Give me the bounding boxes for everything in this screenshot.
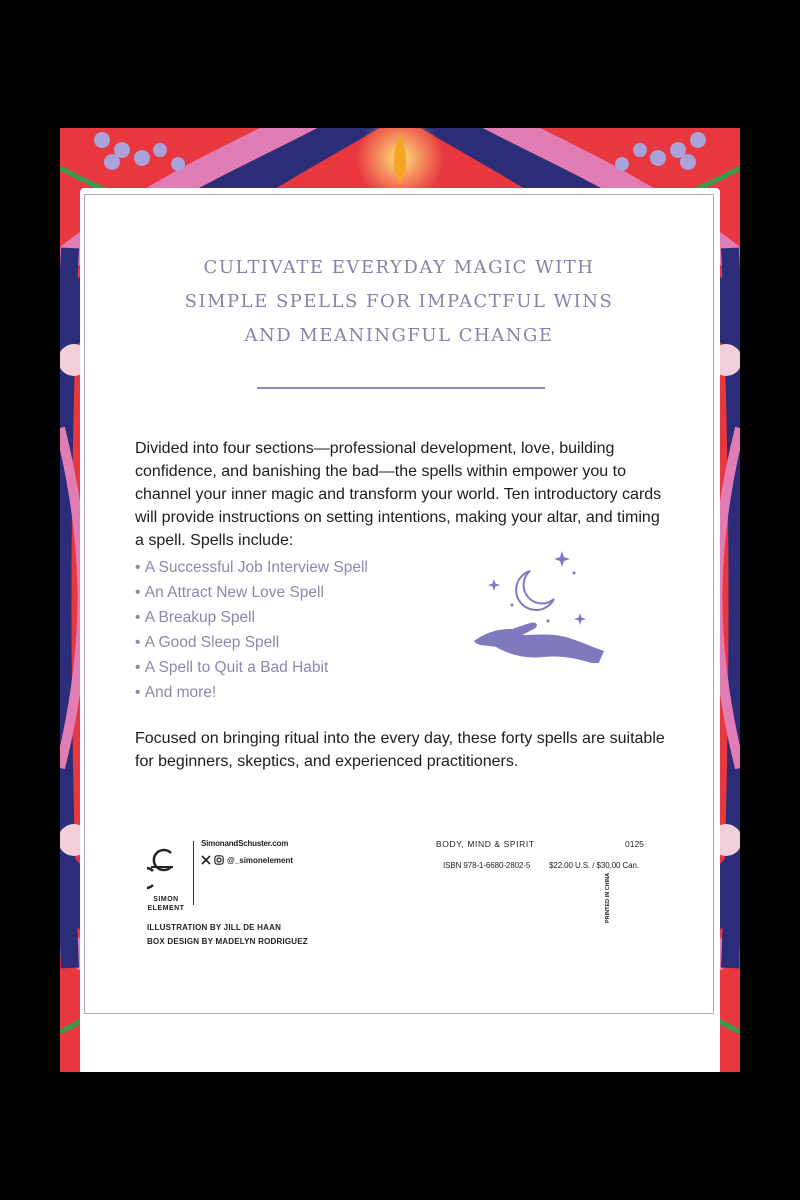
spell-list <box>135 555 368 705</box>
isbn: ISBN 978-1-6680-2802-5 <box>443 861 531 870</box>
category: BODY, MIND & SPIRIT <box>436 839 535 849</box>
list-item: • A Breakup Spell <box>135 605 368 630</box>
list-item: • And more! <box>135 680 368 705</box>
list-item: • An Attract New Love Spell <box>135 580 368 605</box>
divider <box>257 387 545 389</box>
tagline-line: AND MEANINGFUL CHANGE <box>244 325 554 346</box>
list-item: • A Spell to Quit a Bad Habit <box>135 655 368 680</box>
design-credit: BOX DESIGN BY MADELYN RODRIGUEZ <box>147 937 308 946</box>
footer <box>85 835 713 1005</box>
publisher-website: SimonandSchuster.com <box>201 839 289 848</box>
tagline-line: SIMPLE SPELLS FOR IMPACTFUL WINS <box>184 291 614 312</box>
closing-paragraph: Focused on bringing ritual into the every day, these forty spells are suitable for beginners, skeptics, and experienced practitioners. <box>135 730 665 770</box>
product-code: 0125 <box>625 839 644 849</box>
tagline-line: CULTIVATE EVERYDAY MAGIC WITH <box>203 257 595 278</box>
list-item: • A Good Sleep Spell <box>135 630 368 655</box>
x-icon <box>201 855 211 865</box>
illustration-credit: ILLUSTRATION BY JILL DE HAAN <box>147 923 282 932</box>
logo-divider <box>193 841 194 905</box>
simon-element-logo-icon <box>147 845 177 893</box>
price: $22.00 U.S. / $30.00 Can. <box>549 861 640 870</box>
social-handle: @_simonelement <box>227 855 294 865</box>
hand-moon-illustration <box>470 543 610 663</box>
printed-in: PRINTED IN CHINA <box>605 872 611 923</box>
logo-text: SIMON ELEMENT <box>147 896 185 912</box>
tagline <box>85 251 713 353</box>
cover-panel <box>84 194 714 1014</box>
list-item: • A Successful Job Interview Spell <box>135 555 368 580</box>
description: Divided into four sections—professional development, love, building confidence, and banishing the bad—the spells within empower you to channel your inner magic and transform your world. Ten introductory cards will provide instructions on setting intentions, making your altar, and timing a spell. Spells include: <box>135 440 662 549</box>
instagram-icon <box>214 855 224 865</box>
social-handle-row <box>201 855 293 865</box>
